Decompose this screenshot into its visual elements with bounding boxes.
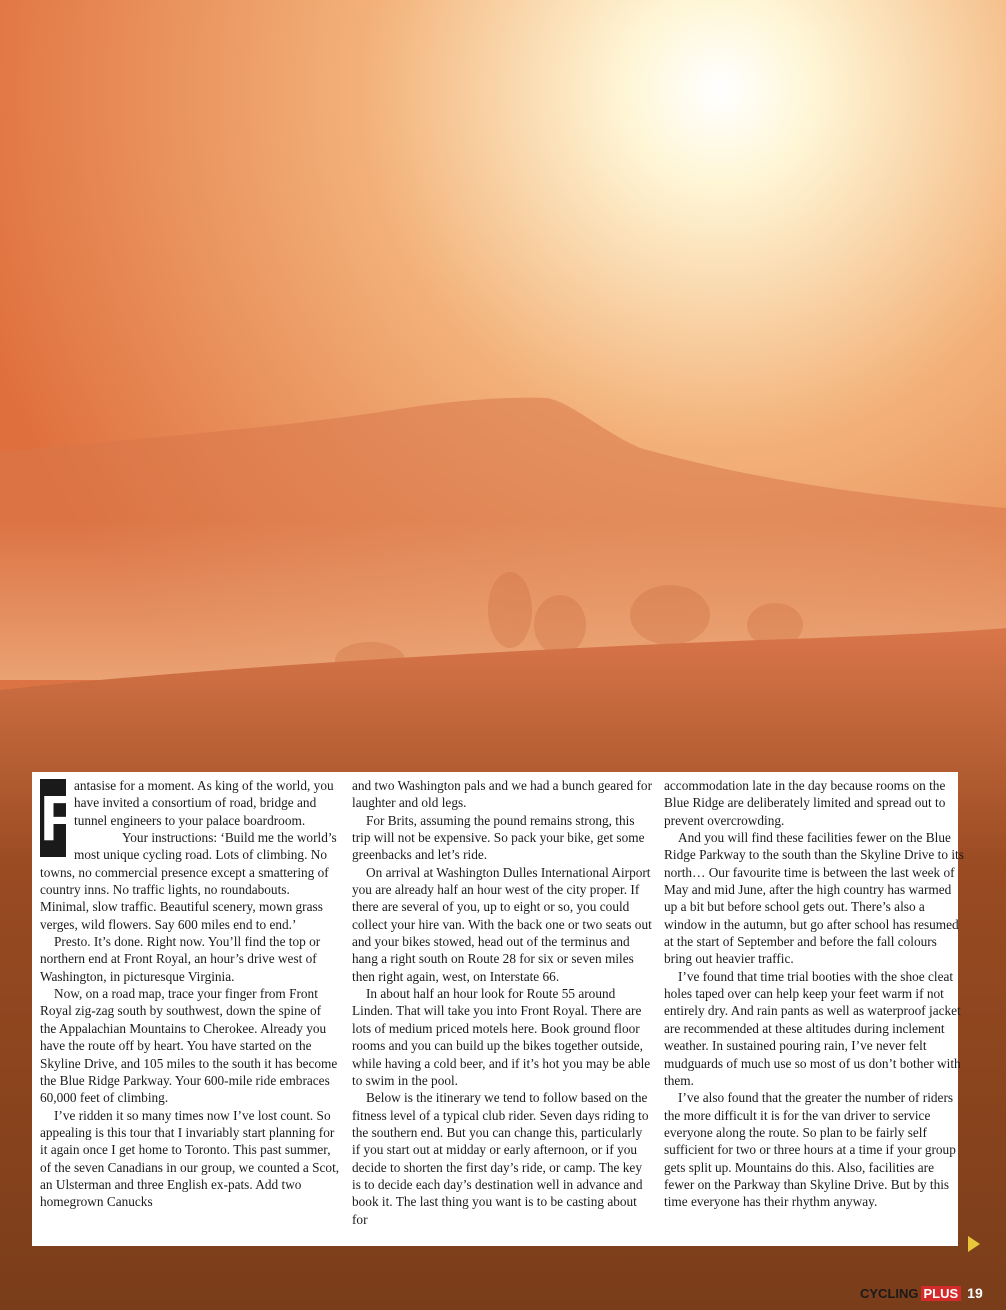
paragraph: Now, on a road map, trace your finger from Front Royal zig-zag south by southwest, down the spine of the Appalachian Mountains to Cherokee. Already you have the route off by heart. You have started on the Skyline Drive, and 105 miles to the south it has become the Blue Ridge Parkway. Your 600-mile ride embraces 60,000 feet of climbing.	[40, 986, 338, 1106]
paragraph: Below is the itinerary we tend to follow based on the fitness level of a typical club rider. Seven days riding to the southern end. But you can change this, particularly if you start out at midday or early afternoon, or if you decide to shorten the first day’s ride, or camp. The key is to decide each day’s destination well in advance and book it. The last thing you want is to be casting about for	[352, 1090, 649, 1227]
article-text-panel	[32, 772, 964, 1246]
paragraph: I’ve found that time trial booties with the shoe cleat holes taped over can help keep your feet warm if not entirely dry. And rain pants as well as waterproof jacket are recommended at these altitudes during inclement weather. In sustained pouring rain, I’ve never felt mudguards of much use so most of us don’t bother with them.	[664, 968, 961, 1088]
paragraph: For Brits, assuming the pound remains strong, this trip will not be expensive. So pack your bike, get some greenbacks and let’s ride.	[352, 812, 645, 863]
paragraph: In about half an hour look for Route 55 around Linden. That will take you into Front Royal. There are lots of medium priced motels here. Book ground floor rooms and you can build up the bikes together outside, while having a cold beer, and if it’s hot you may be able to swim in the pool.	[352, 986, 651, 1088]
magazine-plus-badge: PLUS	[921, 1286, 962, 1301]
page-number: 19	[967, 1285, 983, 1301]
paragraph: and two Washington pals and we had a bunch geared for laughter and old legs.	[352, 778, 652, 811]
magazine-name: CYCLING	[860, 1286, 919, 1301]
paragraph: Presto. It’s done. Right now. You’ll find the top or northern end at Front Royal, an hour’s drive west of Washington, in picturesque Virginia.	[40, 934, 321, 984]
paragraph: I’ve ridden it so many times now I’ve lost count. So appealing is this tour that I invariably start planning for it again once I get home to Toronto. This past summer, of the seven Canadians in our group, we counted a Scot, an Ulsterman and three English ex-pats. Add two homegrown Canucks	[40, 1107, 340, 1210]
paragraph: antasise for a moment. As king of the world, you have invited a consortium of road, bridge and tunnel engineers to your palace boardroom.	[74, 778, 334, 828]
paragraph: accommodation late in the day because rooms on the Blue Ridge are deliberately limited and spread out to prevent overcrowding.	[664, 778, 946, 828]
paragraph: I’ve also found that the greater the number of riders the more difficult it is for the van driver to service everyone along the route. So plan to be fairly self sufficient for two or three hours at a time if your group gets split up. Mountains do this. Also, facilities are fewer on the Parkway than Skyline Drive. But by this time everyone has their rhythm anyway.	[664, 1090, 956, 1210]
continue-arrow-icon	[968, 1236, 980, 1252]
article-column-3	[664, 777, 964, 1211]
paragraph: And you will find these facilities fewer on the Blue Ridge Parkway to the south than the Skyline Drive to its north… Our favourite time is between the last week of May and mid June, after the high country has warmed up a bit but before school gets out. There’s also a window in the autumn, but go after school has resumed at the start of September and before the fall colours bring out heavier traffic.	[664, 830, 964, 967]
drop-cap: F	[40, 779, 66, 857]
page-footer	[860, 1283, 983, 1303]
paragraph: On arrival at Washington Dulles International Airport you are already half an hour west of the city proper. If there are several of you, up to eight or so, you could collect your hire van. With the back one or two seats out and your bikes stowed, head out of the terminus and hang a right south on Route 28 for six or seven miles then right again, west, on Interstate 66.	[352, 864, 652, 984]
article-column-1	[40, 777, 340, 1211]
paragraph: Your instructions: ‘Build me the world’s most unique cycling road. Lots of climbing. No towns, no commercial presence except a smattering of country inns. No traffic lights, no roundabouts. Minimal, slow traffic. Beautiful scenery, mown grass verges, wild flowers. Say 600 miles end to end.’	[40, 830, 337, 932]
article-column-2	[352, 777, 652, 1228]
